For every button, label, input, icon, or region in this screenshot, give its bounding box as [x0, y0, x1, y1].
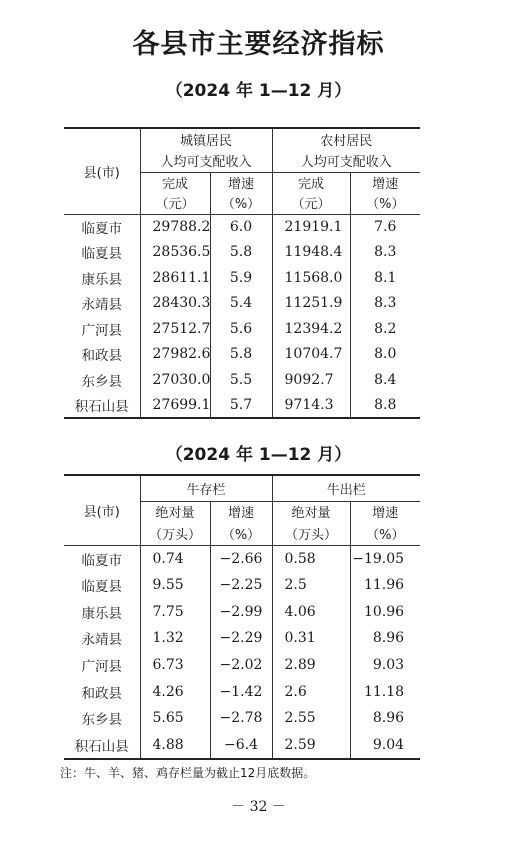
county-cell: 临夏市: [64, 214, 140, 240]
value-cell: 28536.5: [140, 240, 210, 266]
growth-cell: 5.6: [210, 316, 272, 342]
value-cell: 27512.7: [140, 316, 210, 342]
growth-cell: −2.78: [210, 705, 272, 732]
value-cell: 6.73: [140, 652, 210, 679]
table-row: [64, 598, 420, 625]
growth-cell: 8.96: [372, 710, 405, 727]
value-cell: 2.89: [272, 652, 350, 679]
growth-cell: 5.8: [210, 240, 272, 266]
table-row: [64, 214, 420, 240]
county-cell: 和政县: [64, 342, 140, 368]
county-cell: 康乐县: [64, 265, 140, 291]
growth-cell: 11.96: [363, 577, 405, 594]
value-cell: 21919.1: [272, 214, 350, 240]
cattle-stock-header: 牛存栏: [140, 475, 272, 501]
rural-group-header-line2: 人均可支配收入: [272, 150, 420, 172]
sub-header-c3a: 绝对量: [272, 501, 350, 522]
growth-cell: 5.9: [210, 265, 272, 291]
value-cell: 5.65: [140, 705, 210, 732]
table-row: [64, 678, 420, 705]
value-cell: 28611.1: [140, 265, 210, 291]
growth-cell: 9.04: [372, 736, 405, 753]
growth-cell: 10.96: [363, 603, 405, 620]
value-cell: 9092.7: [272, 367, 350, 393]
value-cell: 7.75: [140, 598, 210, 625]
value-cell: 9.55: [140, 572, 210, 599]
county-cell: 永靖县: [64, 291, 140, 317]
value-cell: 27699.1: [140, 393, 210, 419]
county-cell: 和政县: [64, 678, 140, 705]
table1-period: （2024 年 1—12 月）: [165, 81, 352, 101]
table-row: [64, 265, 420, 291]
growth-cell: 7.6: [374, 219, 397, 235]
table-row: [64, 545, 420, 572]
growth-cell: −6.4: [210, 732, 272, 759]
sub-header-c2b: （%）: [210, 522, 272, 545]
table-row: [64, 652, 420, 679]
growth-cell: 8.1: [374, 269, 397, 286]
sub-header-c3b: （元）: [272, 192, 350, 214]
county-cell: 积石山县: [64, 393, 140, 419]
county-cell: 东乡县: [64, 705, 140, 732]
value-cell: 28430.3: [140, 291, 210, 317]
growth-cell: −19.05: [352, 550, 405, 567]
growth-cell: 5.7: [210, 393, 272, 419]
urban-group-header-line2: 人均可支配收入: [140, 150, 272, 172]
sub-header-c2a: 增速: [210, 501, 272, 522]
page-number: － 32 －: [231, 799, 286, 815]
table-row: [64, 705, 420, 732]
county-header: 县(市): [64, 128, 140, 214]
value-cell: 29788.2: [140, 214, 210, 240]
table-row: [64, 625, 420, 652]
growth-cell: 8.4: [374, 371, 397, 388]
table-row: [64, 240, 420, 266]
growth-cell: −2.29: [210, 625, 272, 652]
table-row: [64, 572, 420, 599]
growth-cell: 8.0: [374, 346, 397, 363]
growth-cell: 8.3: [374, 244, 397, 261]
sub-header-c2a: 增速: [210, 172, 272, 192]
cattle-slaughter-header: 牛出栏: [272, 475, 420, 501]
growth-cell: −1.42: [210, 678, 272, 705]
growth-cell: −2.66: [210, 545, 272, 572]
county-cell: 永靖县: [64, 625, 140, 652]
sub-header-c4a: 增速: [372, 176, 399, 192]
table-row: [64, 732, 420, 759]
value-cell: 10704.7: [272, 342, 350, 368]
rural-group-header-line1: 农村居民: [320, 134, 373, 149]
value-cell: 27030.0: [140, 367, 210, 393]
table-row: [64, 342, 420, 368]
growth-cell: 11.18: [363, 683, 405, 700]
growth-cell: 5.8: [210, 342, 272, 368]
growth-cell: 8.96: [372, 630, 405, 647]
sub-header-c4b: （%）: [350, 192, 420, 214]
table-row: [64, 291, 420, 317]
urban-group-header-line1: 城镇居民: [140, 128, 272, 150]
sub-header-c4b: （%）: [350, 522, 420, 545]
table-row: [64, 367, 420, 393]
sub-header-c1b: （万头）: [140, 522, 210, 545]
sub-header-c3a: 完成: [272, 172, 350, 192]
value-cell: 0.31: [272, 625, 350, 652]
cattle-table: [64, 474, 420, 760]
county-cell: 广河县: [64, 316, 140, 342]
county-cell: 康乐县: [64, 598, 140, 625]
table2-period: （2024 年 1—12 月）: [165, 445, 352, 465]
growth-cell: 9.03: [372, 657, 405, 674]
value-cell: 2.59: [272, 732, 350, 759]
value-cell: 11568.0: [272, 265, 350, 291]
county-cell: 广河县: [64, 652, 140, 679]
value-cell: 4.06: [272, 598, 350, 625]
value-cell: 4.26: [140, 678, 210, 705]
table-row: [64, 316, 420, 342]
value-cell: 0.74: [140, 545, 210, 572]
growth-cell: 8.3: [374, 295, 397, 312]
growth-cell: −2.99: [210, 598, 272, 625]
value-cell: 11948.4: [272, 240, 350, 266]
county-cell: 积石山县: [64, 732, 140, 759]
footnote: 注：牛、羊、猪、鸡存栏量为截止12月底数据。: [60, 766, 316, 780]
sub-header-c4a: 增速: [372, 506, 399, 522]
value-cell: 27982.6: [140, 342, 210, 368]
growth-cell: −2.25: [210, 572, 272, 599]
value-cell: 2.6: [272, 678, 350, 705]
growth-cell: −2.02: [210, 652, 272, 679]
income-table: [64, 127, 420, 419]
value-cell: 0.58: [272, 545, 350, 572]
value-cell: 1.32: [140, 625, 210, 652]
value-cell: 12394.2: [272, 316, 350, 342]
sub-header-c3b: （万头）: [272, 522, 350, 545]
value-cell: 11251.9: [272, 291, 350, 317]
sub-header-c1a: 绝对量: [140, 501, 210, 522]
table-row: [64, 393, 420, 419]
growth-cell: 5.5: [210, 367, 272, 393]
growth-cell: 8.2: [374, 320, 397, 337]
county-header: 县(市): [64, 475, 140, 545]
county-cell: 临夏市: [64, 545, 140, 572]
growth-cell: 5.4: [210, 291, 272, 317]
sub-header-c1a: 完成: [140, 172, 210, 192]
county-cell: 临夏县: [64, 572, 140, 599]
sub-header-c1b: （元）: [140, 192, 210, 214]
growth-cell: 8.8: [374, 396, 397, 413]
county-cell: 东乡县: [64, 367, 140, 393]
county-cell: 临夏县: [64, 240, 140, 266]
value-cell: 2.55: [272, 705, 350, 732]
growth-cell: 6.0: [210, 214, 272, 240]
value-cell: 2.5: [272, 572, 350, 599]
sub-header-c2b: （%）: [210, 192, 272, 214]
value-cell: 9714.3: [272, 393, 350, 419]
value-cell: 4.88: [140, 732, 210, 759]
page-title: 各县市主要经济指标: [132, 29, 385, 60]
